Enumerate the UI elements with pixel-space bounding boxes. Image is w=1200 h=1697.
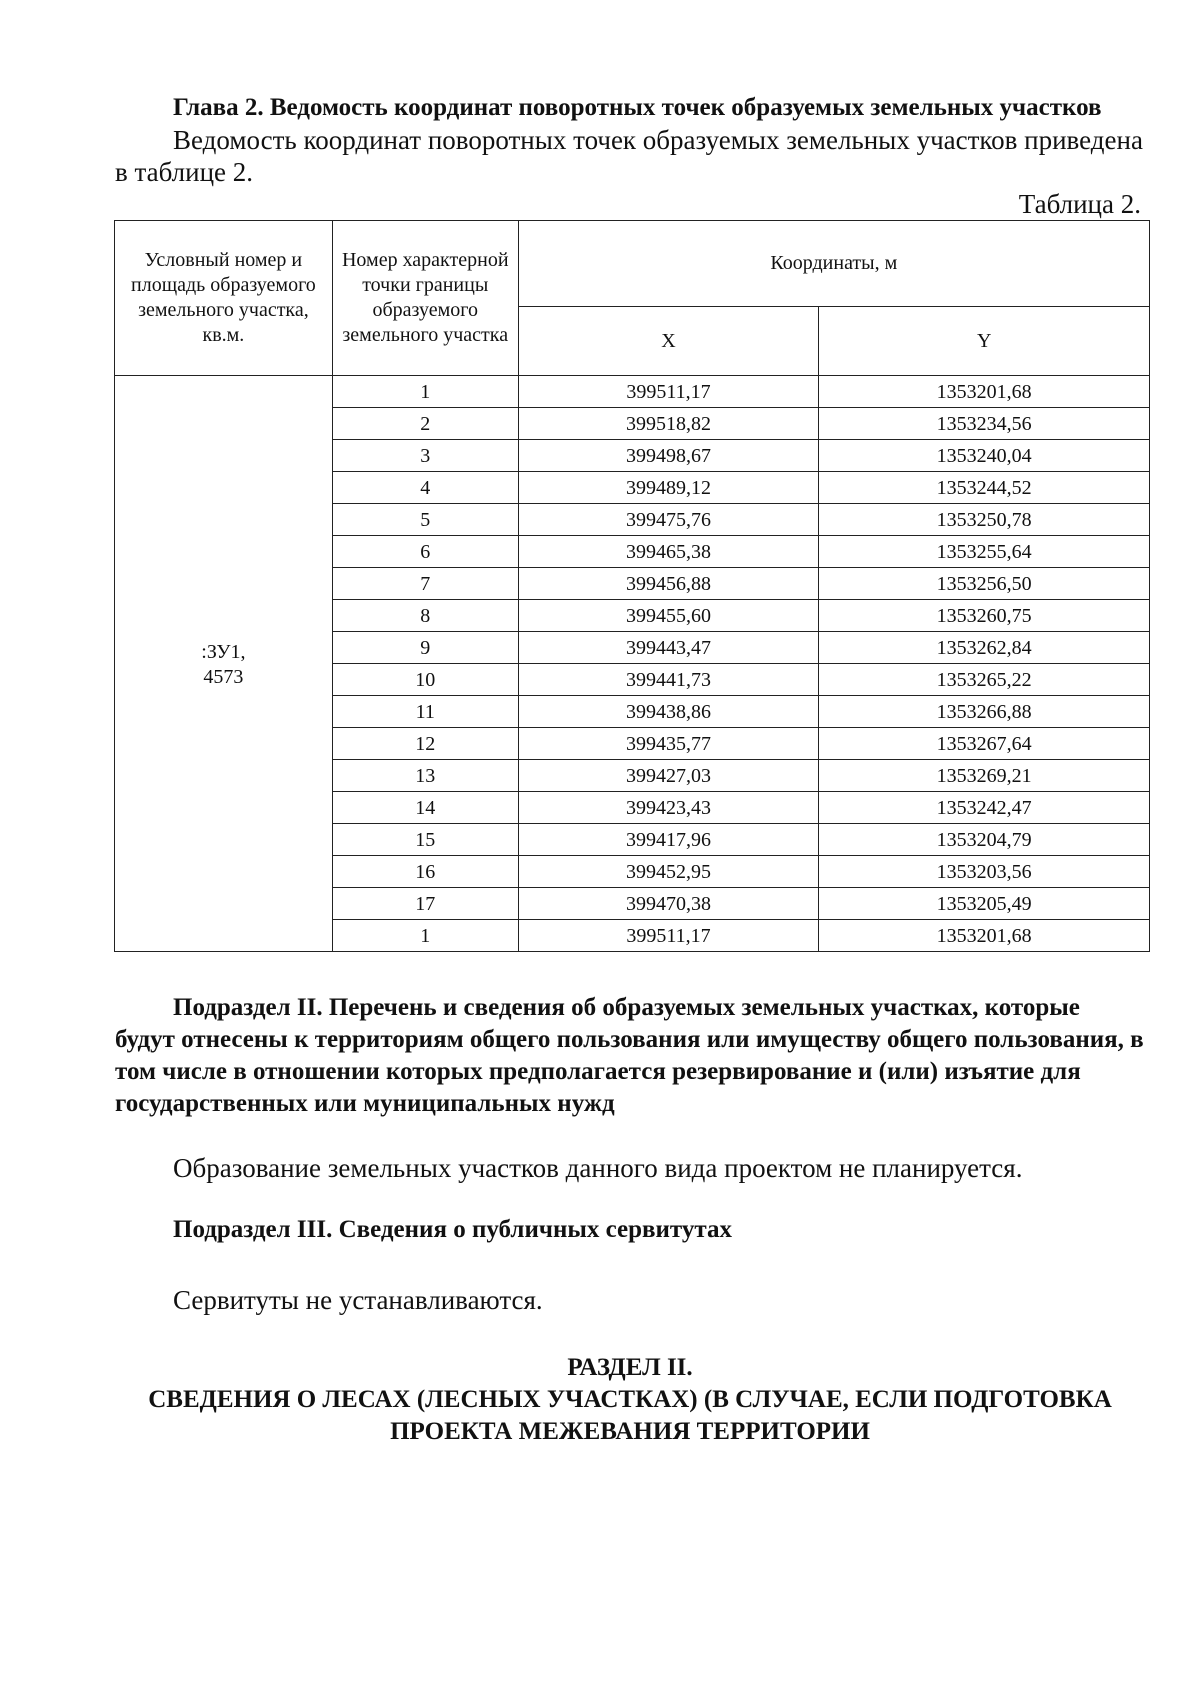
coord-x-cell: 399443,47	[518, 632, 819, 664]
coordinates-table	[114, 220, 1150, 952]
subsection-2-text: Образование земельных участков данного вида проектом не планируется.	[173, 1153, 1023, 1183]
coord-y-cell: 1353266,88	[819, 696, 1150, 728]
point-number-cell: 2	[332, 408, 518, 440]
table-row	[115, 376, 1150, 408]
point-number-cell: 8	[332, 600, 518, 632]
subsection-2-heading: Подраздел II. Перечень и сведения об образуемых земельных участках, которые будут отнесены к территориям общего пользования или имуществу общего пользования, в том числе в отношении которых предполагается резервирование и (или) изъятие для государственных или муниципальных нужд	[115, 994, 1144, 1117]
point-number-cell: 17	[332, 888, 518, 920]
header-x: X	[518, 307, 819, 376]
subsection-3-text: Сервитуты не устанавливаются.	[173, 1285, 543, 1315]
coord-y-cell: 1353240,04	[819, 440, 1150, 472]
point-number-cell: 14	[332, 792, 518, 824]
section-2-title: РАЗДЕЛ II.	[567, 1354, 693, 1381]
coord-x-cell: 399456,88	[518, 568, 819, 600]
coord-y-cell: 1353267,64	[819, 728, 1150, 760]
header-point: Номер характерной точки границы образуемого земельного участка	[332, 221, 518, 376]
point-number-cell: 12	[332, 728, 518, 760]
header-plot: Условный номер и площадь образуемого земельного участка, кв.м.	[115, 221, 333, 376]
coord-y-cell: 1353244,52	[819, 472, 1150, 504]
point-number-cell: 15	[332, 824, 518, 856]
header-coordinates: Координаты, м	[518, 221, 1149, 307]
coord-x-cell: 399452,95	[518, 856, 819, 888]
plot-label-cell: :ЗУ1, 4573	[115, 376, 333, 952]
coord-y-cell: 1353262,84	[819, 632, 1150, 664]
point-number-cell: 6	[332, 536, 518, 568]
coord-x-cell: 399417,96	[518, 824, 819, 856]
point-number-cell: 9	[332, 632, 518, 664]
coord-y-cell: 1353203,56	[819, 856, 1150, 888]
point-number-cell: 1	[332, 376, 518, 408]
coord-x-cell: 399489,12	[518, 472, 819, 504]
coord-y-cell: 1353242,47	[819, 792, 1150, 824]
point-number-cell: 3	[332, 440, 518, 472]
table-body	[115, 376, 1150, 952]
coord-x-cell: 399441,73	[518, 664, 819, 696]
point-number-cell: 7	[332, 568, 518, 600]
point-number-cell: 16	[332, 856, 518, 888]
coord-x-cell: 399470,38	[518, 888, 819, 920]
coord-x-cell: 399511,17	[518, 376, 819, 408]
coord-y-cell: 1353265,22	[819, 664, 1150, 696]
chapter-heading: Глава 2. Ведомость координат поворотных точек образуемых земельных участков	[173, 94, 1102, 121]
point-number-cell: 1	[332, 920, 518, 952]
coord-y-cell: 1353204,79	[819, 824, 1150, 856]
coord-x-cell: 399465,38	[518, 536, 819, 568]
header-y: Y	[819, 307, 1150, 376]
coord-x-cell: 399438,86	[518, 696, 819, 728]
coord-y-cell: 1353201,68	[819, 920, 1150, 952]
coord-x-cell: 399435,77	[518, 728, 819, 760]
coord-y-cell: 1353260,75	[819, 600, 1150, 632]
coord-x-cell: 399427,03	[518, 760, 819, 792]
point-number-cell: 4	[332, 472, 518, 504]
coord-y-cell: 1353234,56	[819, 408, 1150, 440]
subsection-3-heading: Подраздел III. Сведения о публичных сервитутах	[173, 1216, 732, 1243]
point-number-cell: 11	[332, 696, 518, 728]
section-2-subtitle: СВЕДЕНИЯ О ЛЕСАХ (ЛЕСНЫХ УЧАСТКАХ) (В СЛУЧАЕ, ЕСЛИ ПОДГОТОВКА ПРОЕКТА МЕЖЕВАНИЯ ТЕРРИТОРИИ	[148, 1386, 1112, 1445]
point-number-cell: 10	[332, 664, 518, 696]
coord-x-cell: 399423,43	[518, 792, 819, 824]
document-page	[115, 92, 1145, 1448]
coord-y-cell: 1353205,49	[819, 888, 1150, 920]
coord-y-cell: 1353256,50	[819, 568, 1150, 600]
coord-x-cell: 399511,17	[518, 920, 819, 952]
coord-y-cell: 1353255,64	[819, 536, 1150, 568]
intro-paragraph: Ведомость координат поворотных точек образуемых земельных участков приведена в таблице 2.	[115, 125, 1143, 187]
coord-x-cell: 399455,60	[518, 600, 819, 632]
coord-x-cell: 399475,76	[518, 504, 819, 536]
coord-x-cell: 399498,67	[518, 440, 819, 472]
coord-y-cell: 1353201,68	[819, 376, 1150, 408]
point-number-cell: 5	[332, 504, 518, 536]
coord-y-cell: 1353269,21	[819, 760, 1150, 792]
coord-y-cell: 1353250,78	[819, 504, 1150, 536]
coord-x-cell: 399518,82	[518, 408, 819, 440]
point-number-cell: 13	[332, 760, 518, 792]
table-caption: Таблица 2.	[1018, 189, 1141, 219]
